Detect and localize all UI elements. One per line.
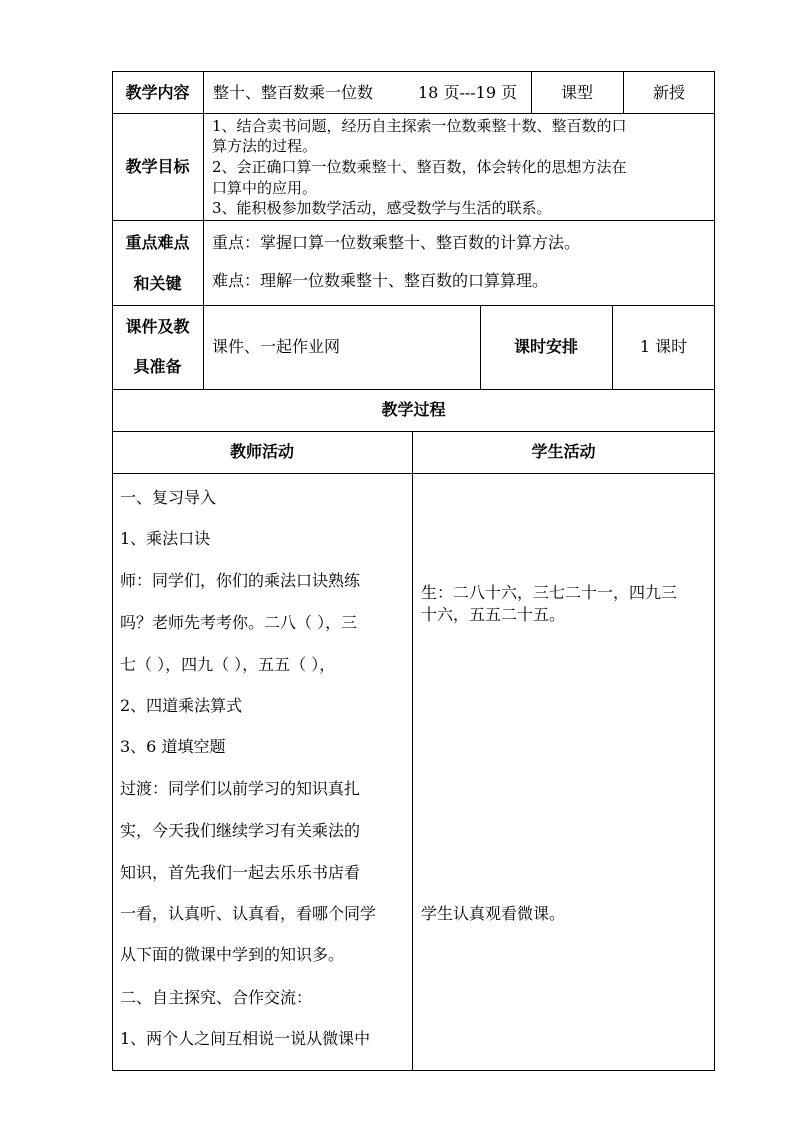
schedule-label: 课时安排 <box>513 337 578 356</box>
goals-label: 教学目标 <box>125 157 190 176</box>
teacher-line: 师：同学们，你们的乘法口诀熟练 <box>120 571 361 590</box>
teacher-line: 七（ ），四九（ ），五五（ ）， <box>120 655 336 674</box>
column-divider <box>412 431 413 1071</box>
goal-line: 算方法的过程。 <box>212 137 318 155</box>
teacher-line: 二、自主探究、合作交流： <box>120 988 313 1007</box>
process-title: 教学过程 <box>381 400 446 419</box>
row-divider <box>112 431 715 432</box>
materials-label-line1: 课件及教 <box>125 317 190 336</box>
keypoints-label-line2: 和关键 <box>133 274 182 293</box>
goal-line: 口算中的应用。 <box>212 179 318 197</box>
row-divider <box>112 473 715 474</box>
teacher-line: 1、两个人之间互相说一说从微课中 <box>120 1029 371 1048</box>
type-value: 新授 <box>652 83 685 102</box>
teacher-line: 一、复习导入 <box>120 488 217 507</box>
page-range: 18 页---19 页 <box>418 83 518 102</box>
content-label: 教学内容 <box>125 83 190 102</box>
content-value: 整十、整百数乘一位数 <box>213 83 374 102</box>
teacher-line: 3、6 道填空题 <box>120 737 226 756</box>
teacher-line: 一看，认真听、认真看，看哪个同学 <box>120 904 377 923</box>
goal-line: 1、结合卖书问题，经历自主探索一位数乘整十数、整百数的口 <box>212 117 627 135</box>
goal-line: 3、能积极参加数学活动，感受数学与生活的联系。 <box>212 199 552 217</box>
materials-label-line2: 具准备 <box>133 357 182 376</box>
teacher-line: 2、四道乘法算式 <box>120 696 243 715</box>
column-divider <box>203 71 204 389</box>
difficult-point: 难点：理解一位数乘整十、整百数的口算算理。 <box>212 271 549 290</box>
teacher-line: 实，今天我们继续学习有关乘法的 <box>120 821 361 840</box>
student-answer-line2: 十六，五五二十五。 <box>421 605 566 624</box>
teacher-line: 1、乘法口诀 <box>120 529 211 548</box>
student-answer-line1: 生：二八十六，三七二十一，四九三 <box>421 583 678 602</box>
key-point: 重点：掌握口算一位数乘整十、整百数的计算方法。 <box>212 233 581 252</box>
row-divider <box>112 389 715 390</box>
student-watch-note: 学生认真观看微课。 <box>421 904 566 923</box>
teacher-line: 过渡：同学们以前学习的知识真扎 <box>120 779 361 798</box>
schedule-value: 1 课时 <box>639 337 688 356</box>
teacher-line: 吗？老师先考考你。二八（ ），三 <box>120 613 358 632</box>
teacher-activity-header: 教师活动 <box>229 442 294 461</box>
type-label: 课型 <box>560 83 593 102</box>
goal-line: 2、会正确口算一位数乘整十、整百数，体会转化的思想方法在 <box>212 158 627 176</box>
materials-value: 课件、一起作业网 <box>212 337 341 356</box>
teacher-line: 知识，首先我们一起去乐乐书店看 <box>120 863 361 882</box>
keypoints-label-line1: 重点难点 <box>125 233 190 252</box>
teacher-line: 从下面的微课中学到的知识多。 <box>120 945 345 964</box>
student-activity-header: 学生活动 <box>531 442 596 461</box>
